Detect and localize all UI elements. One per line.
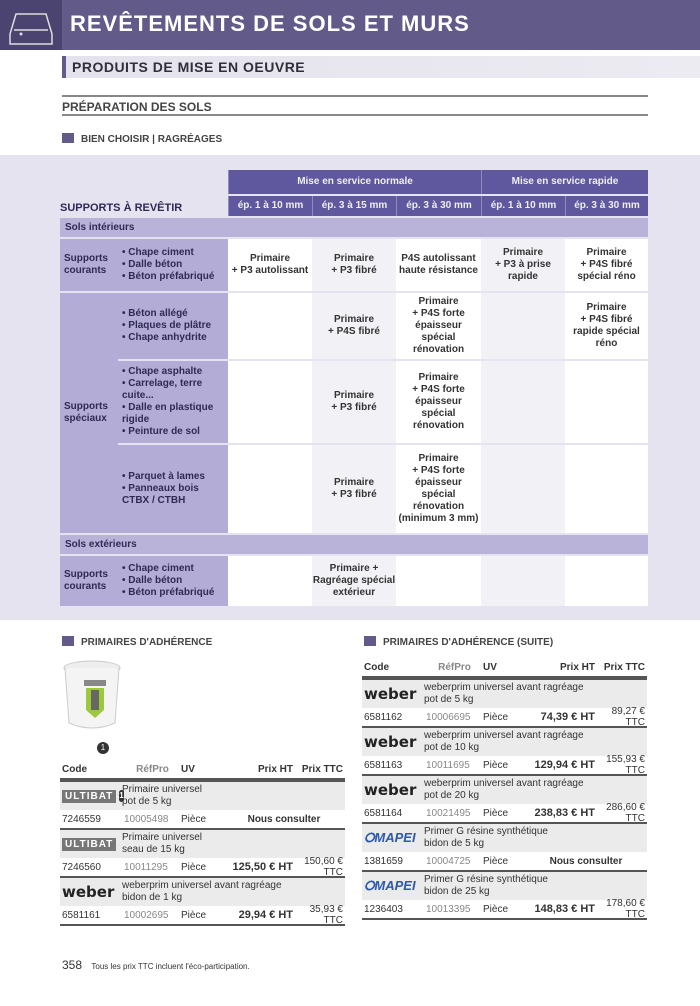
col-header: ép. 1 à 10 mm [481,196,565,216]
product-description: Primaire universel pot de 5 kg [122,784,203,807]
group-header: Mise en service rapide [481,170,648,194]
cell: Primaire + Ragréage spécial extérieur [312,556,396,606]
support-list: • Chape asphalte • Carrelage, terre cuite... • Dalle en plastique rigide • Peinture de sol [118,361,228,443]
product-description: weberprim universel avant ragréage pot de 5 kg [424,682,584,705]
product-badge: 1 [119,791,124,800]
cell: Primaire + P3 fibré [312,361,396,443]
block-heading-text: BIEN CHOISIR | RAGRÉAGES [81,134,223,145]
square-icon [62,133,74,143]
cell [481,445,565,533]
price-consult: Nous consulter [549,855,623,867]
col-header: ép. 1 à 10 mm [228,196,312,216]
cell [228,293,312,359]
cell: Primaire + P4S fibré rapide spécial réno [565,293,648,359]
brand-logo-weber: weber [364,685,417,703]
table-header [362,662,647,678]
cell: Primaire + P3 fibré [312,445,396,533]
price-consult: Nous consulter [247,813,321,825]
product-ref: 10005498 [124,813,169,825]
product-row[interactable] [60,780,345,828]
section-title: PRÉPARATION DES SOLS [62,95,648,116]
brand-logo-ultibat: ULTIBAT [62,838,116,851]
product-code: 6581164 [364,807,403,819]
product-uv: Pièce [483,903,509,915]
group-label: Supports courants [60,239,118,291]
cell: P4S autolissant haute résistance [396,239,481,291]
product-uv: Pièce [181,909,207,921]
product-row[interactable] [362,726,647,774]
product-description: weberprim universel avant ragréage pot de 10 kg [424,730,584,753]
price-ttc: 286,60 € TTC [606,802,645,824]
support-list: • Chape ciment • Dalle béton • Béton préfabriqué [118,556,228,606]
product-description: Primaire universel seau de 15 kg [122,832,203,855]
product-row[interactable] [60,828,345,876]
price-ttc: 178,60 € TTC [606,898,645,920]
brand-logo-weber: weber [364,781,417,799]
group-label: Supports spéciaux [60,293,118,533]
col-uv: UV [181,764,195,775]
price-ttc: 89,27 € TTC [611,706,645,728]
cell: Primaire + P4S forte épaisseur spécial rénovation [396,361,481,443]
price-ht: 74,39 € HT [540,711,595,723]
product-row[interactable] [362,774,647,822]
cell: Primaire + P4S forte épaisseur spécial rénovation (minimum 3 mm) [396,445,481,533]
col-header: ép. 3 à 15 mm [312,196,396,216]
group-label: Supports courants [60,556,118,606]
col-ht: Prix HT [257,764,293,775]
product-description: weberprim universel avant ragréage pot de 20 kg [424,778,584,801]
cell [396,556,481,606]
col-ref: RéfPro [136,764,169,775]
brand-logo-mapei: ⭘MAPEI [364,830,416,845]
cell: Primaire + P4S fibré [312,293,396,359]
product-description: Primer G résine synthétique bidon de 25 kg [424,874,548,897]
product-uv: Pièce [483,855,509,867]
product-uv: Pièce [181,861,207,873]
product-code: 7246560 [62,861,101,873]
product-image [62,658,122,752]
section-row: Sols intérieurs [60,218,648,237]
left-heading-text: PRIMAIRES D'ADHÉRENCE [81,637,213,648]
col-ttc: Prix TTC [301,764,343,775]
product-uv: Pièce [483,807,509,819]
right-product-table [362,662,647,920]
cell [565,361,648,443]
support-list: • Chape ciment • Dalle béton • Béton préfabriqué [118,239,228,291]
brand-logo-weber: weber [364,733,417,751]
chapter-title: REVÊTEMENTS DE SOLS ET MURS [70,11,470,36]
product-code: 6581161 [62,909,101,921]
col-ht: Prix HT [559,662,595,673]
product-badge: 1 [97,742,109,754]
product-row[interactable] [362,870,647,918]
cell [481,293,565,359]
product-uv: Pièce [483,711,509,723]
product-ref: 10013395 [426,903,471,915]
price-ht: 148,83 € HT [534,903,595,915]
cell [228,445,312,533]
product-code: 6581163 [364,759,403,771]
price-ht: 238,83 € HT [534,807,595,819]
col-ref: RéfPro [438,662,471,673]
left-heading [62,636,212,648]
footer-note: Tous les prix TTC incluent l'éco-participation. [91,962,250,971]
cell: Primaire + P3 fibré [312,239,396,291]
cell: Primaire + P3 autolissant [228,239,312,291]
brand-logo-weber: weber [62,883,115,901]
corner-label: SUPPORTS À REVÊTIR [60,202,183,214]
price-ttc: 155,93 € TTC [606,754,645,776]
page-number: 358 [62,958,83,972]
cell [481,556,565,606]
subtitle-bar [62,56,700,78]
product-code: 1381659 [364,855,403,867]
flooring-icon [0,0,62,50]
right-heading-text: PRIMAIRES D'ADHÉRENCE (SUITE) [383,637,554,648]
right-heading [364,636,553,648]
product-ref: 10011695 [426,759,470,771]
product-ref: 10004725 [426,855,471,867]
support-list: • Béton allégé • Plaques de plâtre • Chape anhydrite [118,293,228,359]
square-icon [62,636,74,646]
product-ref: 10011295 [124,861,168,873]
product-ref: 10002695 [124,909,169,921]
block-heading [62,133,222,145]
brand-name: MAPEI [374,830,416,845]
selection-table [60,168,648,608]
brand-name: MAPEI [374,878,416,893]
support-list: • Parquet à lames • Panneaux bois CTBX / CTBH [118,445,228,533]
cell [228,556,312,606]
col-ttc: Prix TTC [603,662,645,673]
price-ttc: 150,60 € TTC [304,856,343,878]
product-code: 1236403 [364,903,403,915]
product-description: weberprim universel avant ragréage bidon de 1 kg [122,880,282,903]
col-header: ép. 3 à 30 mm [565,196,648,216]
product-uv: Pièce [483,759,509,771]
table-header [60,764,345,780]
cell [565,445,648,533]
cell: Primaire + P3 à prise rapide [481,239,565,291]
product-ref: 10006695 [426,711,471,723]
brand-logo-ultibat: ULTIBAT [62,790,116,803]
cell [481,361,565,443]
price-ht: 129,94 € HT [534,759,595,771]
product-uv: Pièce [181,813,207,825]
cell: Primaire + P4S forte épaisseur spécial rénovation [396,293,481,359]
product-code: 7246559 [62,813,101,825]
price-ht: 29,94 € HT [238,909,293,921]
product-ref: 10021495 [426,807,471,819]
product-row[interactable] [362,822,647,870]
cell [565,556,648,606]
price-ht: 125,50 € HT [232,861,293,873]
cell: Primaire + P4S fibré spécial réno [565,239,648,291]
col-code: Code [62,764,87,775]
section-row: Sols extérieurs [60,535,648,554]
product-row[interactable] [60,876,345,924]
col-header: ép. 3 à 30 mm [396,196,481,216]
subtitle: PRODUITS DE MISE EN OEUVRE [72,59,306,75]
cell [228,361,312,443]
col-uv: UV [483,662,497,673]
chapter-banner [0,0,700,50]
left-product-table [60,764,345,926]
brand-logo-mapei: ⭘MAPEI [364,878,416,893]
footer [62,958,250,972]
product-row[interactable] [362,678,647,726]
price-ttc: 35,93 € TTC [309,904,343,926]
col-code: Code [364,662,389,673]
group-header: Mise en service normale [228,170,481,194]
square-icon [364,636,376,646]
product-code: 6581162 [364,711,403,723]
product-description: Primer G résine synthétique bidon de 5 kg [424,826,548,849]
